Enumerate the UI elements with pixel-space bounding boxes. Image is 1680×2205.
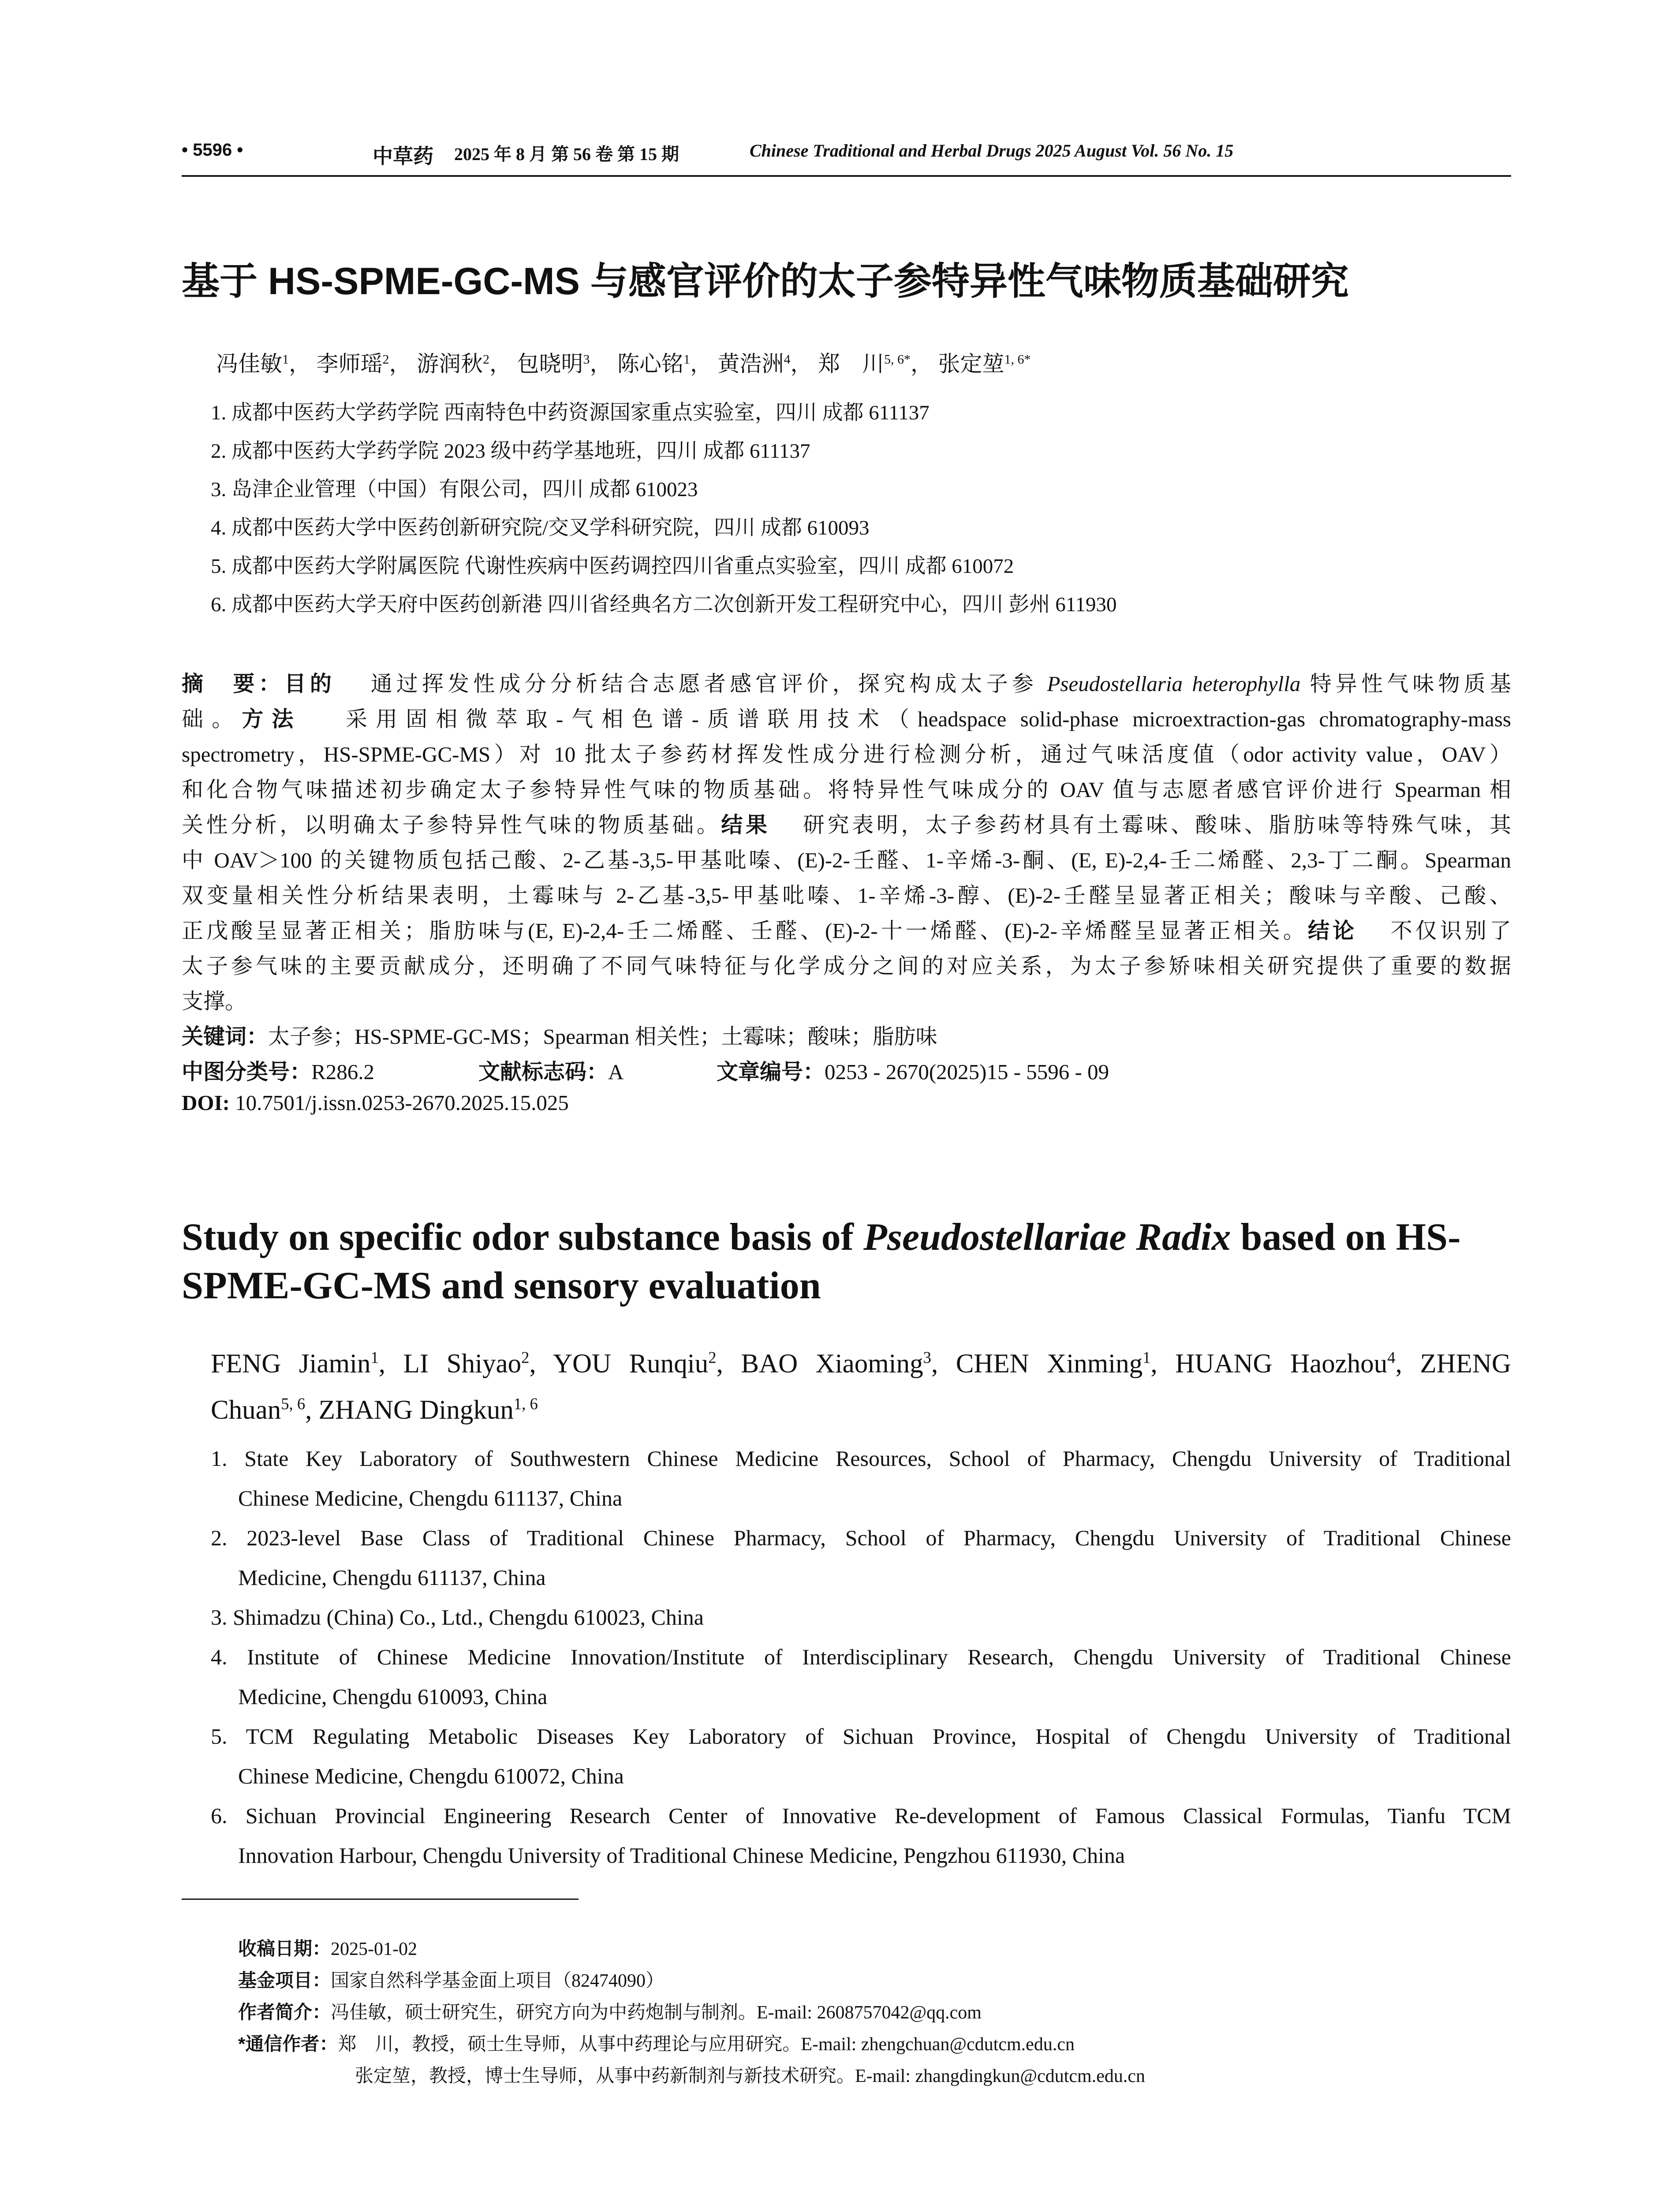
authors-en-line: Chuan$^{5, 6}$, ZHANG Dingkun$^{1, 6}$	[211, 1394, 538, 1425]
author-cn: 黄浩洲$^4$	[717, 351, 791, 376]
affiliation-en-cont: Medicine, Chengdu 611137, China	[238, 1565, 546, 1590]
affiliation-cn: 5. 成都中医药大学附属医院 代谢性疾病中医药调控四川省重点实验室，四川 成都 610072	[211, 555, 1014, 578]
species-name: Pseudostellaria heterophylla	[1047, 672, 1301, 696]
abstract-line: 支撑。	[182, 989, 247, 1013]
abstract-label: 摘 要：	[182, 672, 284, 696]
affiliation-cn: 4. 成都中医药大学中医药创新研究院/交叉学科研究院，四川 成都 610093	[211, 516, 870, 539]
author-cn: 陈心铭$^1$	[617, 351, 690, 376]
abstract-line: 双变量相关性分析结果表明，土霉味与 2-乙基-3,5-甲基吡嗪、1-辛烯-3-醇、(E)-2-壬醛呈显著正相关；酸味与辛酸、己酸、	[182, 883, 1511, 908]
author-en: CHEN Xinming$^1$	[956, 1348, 1151, 1379]
article-number	[717, 1055, 1109, 1086]
clc-value: R286.2	[311, 1060, 374, 1084]
doi-value: 10.7501/j.issn.0253-2670.2025.15.025	[229, 1091, 569, 1115]
title-en-line: Study on specific odor substance basis of Pseudostellariae Radix based on HS-	[182, 1216, 1461, 1259]
article-number-value: 0253 - 2670(2025)15 - 5596 - 09	[825, 1060, 1109, 1084]
footnote-fund: 基金项目：国家自然科学基金面上项目（82474090）	[238, 1970, 665, 1991]
authors-cn: 冯佳敏$^1$， 李师瑶$^2$， 游润秋$^2$， 包晓明$^3$， 陈心铭$^1$， 黄浩洲$^4$， 郑 川$^{5, 6*}$， 张定堃$^{1, 6*}$	[216, 351, 1031, 376]
keywords-label: 关键词：	[182, 1025, 269, 1049]
abstract-line: 中 OAV＞100 的关键物质包括己酸、2-乙基-3,5-甲基吡嗪、(E)-2-壬醛、1-辛烯-3-酮、(E, E)-2,4-壬二烯醛、2,3-丁二酮。Spearman	[182, 848, 1511, 872]
abstract-line: spectrometry，HS-SPME-GC-MS）对 10 批太子参药材挥发性成分进行检测分析，通过气味活度值（odor activity value，OAV）	[182, 742, 1511, 766]
affiliation-en-cont: Medicine, Chengdu 610093, China	[238, 1684, 548, 1709]
abstract-line: 础。方法 采用固相微萃取-气相色谱-质谱联用技术（headspace solid-phase microextraction-gas chromatography-mass	[182, 707, 1511, 731]
purpose-label: 目的	[284, 672, 336, 696]
abstract-line: 摘 要：目的 通过挥发性成分分析结合志愿者感官评价，探究构成太子参 Pseudostellaria heterophylla 特异性气味物质基	[182, 672, 1511, 696]
affiliation-en-cont: Chinese Medicine, Chengdu 610072, China	[238, 1764, 624, 1788]
affiliation-en: 5. TCM Regulating Metabolic Diseases Key Laboratory of Sichuan Province, Hospital of Chengdu University of Traditional	[211, 1724, 1511, 1749]
doi-label: DOI:	[182, 1091, 230, 1115]
abstract-line: 关性分析，以明确太子参特异性气味的物质基础。结果 研究表明，太子参药材具有土霉味、酸味、脂肪味等特殊气味，其	[182, 813, 1511, 837]
author-en: LI Shiyao$^2$	[403, 1348, 530, 1379]
article-number-label: 文章编号：	[717, 1060, 825, 1084]
affiliation-cn: 6. 成都中医药大学天府中医药创新港 四川省经典名方二次创新开发工程研究中心，四川 彭州 611930	[211, 593, 1117, 616]
latin-name: Pseudostellariae Radix	[863, 1216, 1231, 1259]
methods-label: 方法	[242, 707, 302, 731]
abstract-line: 太子参气味的主要贡献成分，还明确了不同气味特征与化学成分之间的对应关系，为太子参矫味相关研究提供了重要的数据	[182, 954, 1511, 978]
journal-name-en: Chinese Traditional and Herbal Drugs 2025 August Vol. 56 No. 15	[750, 141, 1234, 161]
document-code	[478, 1055, 623, 1086]
affiliation-en: 2. 2023-level Base Class of Traditional Chinese Pharmacy, School of Pharmacy, Chengdu University of Traditional Chinese	[211, 1525, 1511, 1550]
results-label: 结果	[721, 813, 770, 837]
clc-label: 中图分类号：	[182, 1060, 312, 1084]
footnote-rule	[182, 1899, 579, 1900]
footnote-received: 收稿日期：2025-01-02	[238, 1938, 417, 1959]
footnote-author-bio: 作者简介：冯佳敏，硕士研究生，研究方向为中药炮制与制剂。E-mail: 2608757042@qq.com	[238, 2002, 982, 2023]
keywords	[182, 1020, 1511, 1050]
footnote-corresponding: *通信作者：郑 川，教授，硕士生导师，从事中药理论与应用研究。E-mail: zhengchuan@cdutcm.edu.cn	[238, 2033, 1075, 2055]
affiliation-en: 1. State Key Laboratory of Southwestern Chinese Medicine Resources, School of Pharmacy, Chengdu University of Traditional	[211, 1446, 1511, 1471]
doc-code-value: A	[608, 1060, 624, 1084]
authors-en-line: FENG Jiamin$^1$, LI Shiyao$^2$, YOU Runqiu$^2$, BAO Xiaoming$^3$, CHEN Xinming$^1$, HUANG Haozhou$^4$, ZHENG	[211, 1348, 1512, 1379]
doc-code-label: 文献标志码：	[478, 1060, 609, 1084]
affiliation-en: 4. Institute of Chinese Medicine Innovation/Institute of Interdisciplinary Research, Chengdu University of Traditional Chinese	[211, 1644, 1511, 1669]
affiliation-en-cont: Innovation Harbour, Chengdu University of Traditional Chinese Medicine, Pengzhou 611930, China	[238, 1843, 1125, 1868]
affiliation-en: 3. Shimadzu (China) Co., Ltd., Chengdu 610023, China	[211, 1605, 704, 1629]
keywords-text: 太子参；HS-SPME-GC-MS；Spearman 相关性；土霉味；酸味；脂肪味	[268, 1024, 937, 1049]
header-rule	[182, 175, 1511, 177]
affiliation-cn: 1. 成都中医药大学药学院 西南特色中药资源国家重点实验室，四川 成都 611137	[211, 401, 930, 424]
page-number: • 5596 •	[182, 140, 243, 160]
author-cn: 包晓明$^3$	[517, 351, 590, 376]
conclusion-label: 结论	[1307, 919, 1358, 943]
author-cn: 李师瑶$^2$	[316, 351, 389, 376]
title-en-line: SPME-GC-MS and sensory evaluation	[182, 1264, 821, 1307]
affiliation-en: 6. Sichuan Provincial Engineering Research Center of Innovative Re-development of Famous Classical Formulas, Tianfu TCM	[211, 1803, 1511, 1828]
abstract-line: 正戊酸呈显著正相关；脂肪味与(E, E)-2,4-壬二烯醛、壬醛、(E)-2-十一烯醛、(E)-2-辛烯醛呈显著正相关。结论 不仅识别了	[182, 919, 1511, 943]
footnote-corresponding-2: 张定堃，教授，博士生导师，从事中药新制剂与新技术研究。E-mail: zhangdingkun@cdutcm.edu.cn	[355, 2066, 1145, 2086]
journal-name-cn: 中草药	[373, 145, 433, 168]
author-cn: 郑 川$^{5, 6*}$	[818, 351, 911, 376]
author-en: ZHENG	[1420, 1349, 1512, 1379]
affiliation-cn: 3. 岛津企业管理（中国）有限公司，四川 成都 610023	[211, 478, 698, 501]
abstract-line: 和化合物气味描述初步确定太子参特异性气味的物质基础。将特异性气味成分的 OAV 值与志愿者感官评价进行 Spearman 相	[182, 777, 1511, 802]
doi	[182, 1090, 1511, 1115]
author-en: HUANG Haozhou$^4$	[1175, 1348, 1396, 1379]
affiliation-en-cont: Chinese Medicine, Chengdu 611137, China	[238, 1486, 623, 1510]
journal-issue-cn: 2025 年 8 月 第 56 卷 第 15 期	[454, 144, 679, 164]
author-en: FENG Jiamin$^1$	[211, 1348, 379, 1379]
author-cn: 张定堃$^{1, 6*}$	[938, 351, 1031, 376]
author-en: BAO Xiaoming$^3$	[741, 1348, 931, 1379]
author-cn: 游润秋$^2$	[417, 351, 489, 376]
affiliation-cn: 2. 成都中医药大学药学院 2023 级中药学基地班，四川 成都 611137	[211, 440, 810, 463]
title-cn: 基于 HS-SPME-GC-MS 与感官评价的太子参特异性气味物质基础研究	[182, 260, 1349, 303]
author-en: YOU Runqiu$^2$	[553, 1348, 717, 1379]
author-cn: 冯佳敏$^1$	[216, 351, 289, 376]
